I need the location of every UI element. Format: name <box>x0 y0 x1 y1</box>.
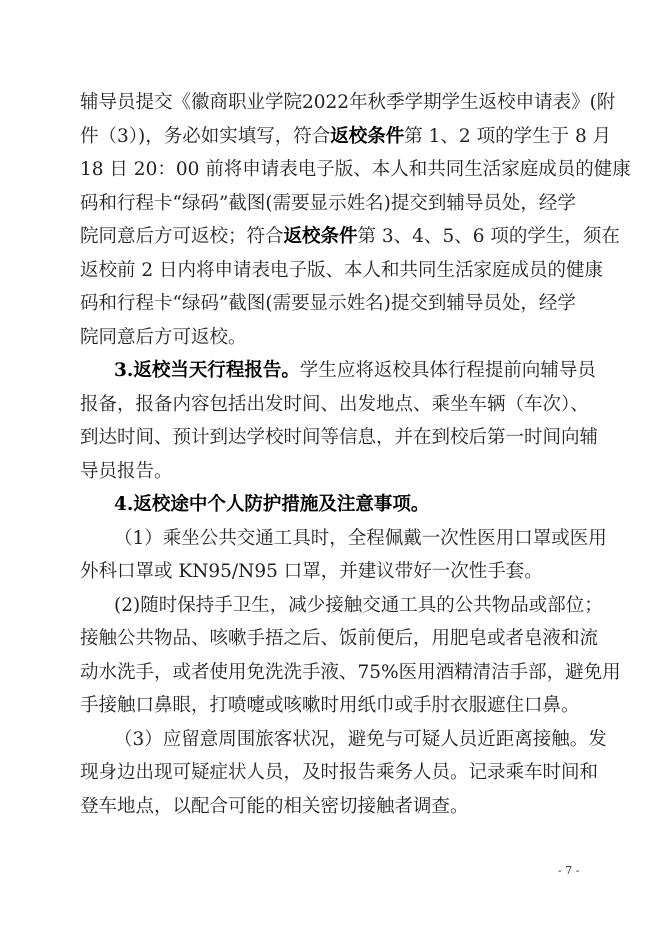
text-line <box>80 220 620 254</box>
text-line <box>80 86 616 120</box>
text-line <box>80 254 604 288</box>
text-segment: （1）乘坐公共交通工具时，全程佩戴一次性医用口罩或医用 <box>114 527 607 549</box>
text-line <box>80 488 566 522</box>
text-line <box>80 354 596 388</box>
text-line <box>80 321 566 355</box>
text-segment: 件（3）)，务必如实填写，符合 <box>80 125 331 147</box>
text-line <box>80 589 603 623</box>
text-line <box>80 187 576 221</box>
text-segment: 码和行程卡“绿码”截图(需要显示姓名)提交到辅导员处，经学 <box>80 192 576 214</box>
text-segment: 码和行程卡“绿码”截图(需要显示姓名)提交到辅导员处，经学 <box>80 293 576 314</box>
text-line <box>80 120 612 154</box>
text-segment: 第 3、4、5、6 项的学生，须在 <box>357 226 620 247</box>
bold-text: 4.返校途中个人防护措施及注意事项。 <box>114 494 430 515</box>
text-segment: 动水洗手，或者使用免洗洗手液、75%医用酒精清洁手部，避免用 <box>80 661 621 683</box>
text-line <box>80 153 631 187</box>
text-segment: 学生应将返校具体行程提前向辅导员 <box>299 360 596 381</box>
text-line <box>80 790 566 824</box>
bold-text: 返校条件 <box>283 226 358 247</box>
text-segment: 返校前 2 日内将申请表电子版、本人和共同生活家庭成员的健康 <box>80 259 604 281</box>
text-line <box>80 388 589 422</box>
text-segment: 外科口罩或 KN95/N95 口罩，并建议带好一次性手套。 <box>80 561 543 582</box>
text-segment: 院同意后方可返校。 <box>80 326 247 348</box>
text-line <box>80 689 580 723</box>
text-segment: （3）应留意周围旅客状况，避免与可疑人员近距离接触。发 <box>114 728 607 750</box>
text-segment: 第 1、2 项的学生于 8 月 <box>404 125 612 147</box>
paragraph <box>80 86 631 354</box>
text-segment: 院同意后方可返校；符合 <box>80 226 284 247</box>
text-line <box>80 287 576 321</box>
paragraph <box>80 589 621 723</box>
text-segment: (2)随时保持手卫生，减少接触交通工具的公共物品或部位； <box>114 594 603 616</box>
text-segment: 报备，报备内容包括出发时间、出发地点、乘坐车辆（车次）、 <box>80 393 589 415</box>
text-line <box>80 622 599 656</box>
text-line <box>80 555 566 589</box>
text-line <box>80 522 607 556</box>
text-segment: 到达时间、预计到达学校时间等信息，并在到校后第一时间向辅 <box>80 427 599 448</box>
text-line <box>80 723 607 757</box>
text-line <box>80 455 566 489</box>
paragraph <box>80 354 599 488</box>
paragraph <box>80 522 607 589</box>
bold-text: 返校条件 <box>330 125 405 147</box>
text-line <box>80 756 599 790</box>
text-segment: 18 日 20：00 前将申请表电子版、本人和共同生活家庭成员的健康 <box>80 159 631 180</box>
text-segment: 导员报告。 <box>80 460 173 482</box>
text-segment: 现身边出现可疑症状人员，及时报告乘务人员。记录乘车时间和 <box>80 762 599 783</box>
text-segment: 接触公共物品、咳嗽手捂之后、饭前便后，用肥皂或者皂液和流 <box>80 628 599 649</box>
paragraph <box>80 488 566 522</box>
paragraph <box>80 723 607 824</box>
text-segment: 辅导员提交《徽商职业学院2022年秋季学期学生返校申请表》(附 <box>80 92 616 113</box>
text-line <box>80 656 621 690</box>
page-number: - 7 - <box>558 864 580 877</box>
text-segment: 登车地点，以配合可能的相关密切接触者调查。 <box>80 795 469 817</box>
text-line <box>80 421 599 455</box>
text-segment: 手接触口鼻眼，打喷嚏或咳嗽时用纸巾或手肘衣服遮住口鼻。 <box>80 695 580 716</box>
bold-text: 3.返校当天行程报告。 <box>114 360 300 381</box>
document-body <box>80 86 631 823</box>
